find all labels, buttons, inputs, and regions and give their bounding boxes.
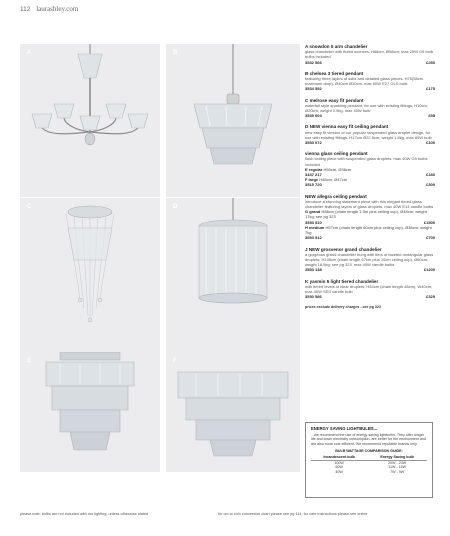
product-b xyxy=(305,71,435,92)
photo-b xyxy=(166,44,300,197)
product-price: £180 xyxy=(426,172,435,178)
chelsea-pendant-image xyxy=(166,44,300,197)
delivery-note: prices exclude delivery charges - see pg 323 xyxy=(305,305,381,310)
product-code: 3535 004 xyxy=(305,113,322,119)
vienna-easyfit-image xyxy=(166,198,300,352)
photo-c xyxy=(20,198,160,352)
product-name: K yasmin 5 light tiered chandelier xyxy=(305,278,379,284)
product-price: £300 xyxy=(426,182,435,188)
product-desc: new easy fit version of our popular suspended glass droplet design, for use with existing fittings. H17cm Ø22.5cm; weight 1.8kg. max 60W bulb xyxy=(305,129,432,140)
product-k xyxy=(305,279,435,300)
product-name: D NEW vienna easy fit ceiling pendant xyxy=(305,124,389,130)
table-cell: 40W xyxy=(335,469,343,474)
energy-saving-box xyxy=(305,422,433,498)
product-code: 3515 720 xyxy=(305,182,322,188)
product-code: 3553 510 xyxy=(305,219,322,225)
photo-letter-c: C xyxy=(27,204,32,210)
product-name: C melrose easy fit pendant xyxy=(305,97,364,103)
product-desc: flush ceiling piece with suspended glass droplets. max 40W G9 bulbs included xyxy=(305,156,428,167)
table-cell: 20W - 23W xyxy=(388,460,407,465)
product-desc: with tiered levels of clear droplets; H54cm (chain length 48cm), W40cm; max 40W SES candle bulb xyxy=(305,283,433,294)
photo-f xyxy=(166,352,300,472)
photo-letter-f: F xyxy=(173,358,177,364)
product-price: £700 xyxy=(426,235,435,241)
product-c xyxy=(305,98,435,119)
energy-title: ENERGY SAVING LIGHTBULBS... xyxy=(311,426,378,431)
product-price-row xyxy=(305,294,435,299)
product-price-row xyxy=(305,140,435,145)
product-price: £100 xyxy=(426,140,435,146)
footer-note-left: please note: bulbs are not included with our lighting, unless otherwise stated xyxy=(20,512,149,516)
column-header: Incandescent bulb xyxy=(311,455,367,460)
product-name: vienna glass ceiling pendant xyxy=(305,151,368,157)
snowdon-chandelier-image xyxy=(20,44,160,197)
product-price-row xyxy=(305,267,435,272)
photo-letter-a: A xyxy=(27,50,32,56)
product-vienna xyxy=(305,151,435,187)
product-code: 3553 512 xyxy=(305,235,322,241)
product-name: B chelsea 3 tiered pendant xyxy=(305,70,364,76)
product-desc: waterfall style sparkling pendant; for use with existing fittings; H10cm, Ø20cm; weight 0.9kg. max 40W bulb xyxy=(305,102,428,114)
page-number: 112 xyxy=(20,6,31,13)
product-desc: a gorgeous grand chandelier hung with tiers of faceted rectangular glass droplets; H105cm (chain length 67cm plus 10cm ceiling cup), Ø80cm; weight 18.5kg; see pg 323. max 40W candle bulbs xyxy=(305,251,434,268)
variant-h: H medium H57cm (chain length 60cm plus ceiling cup), Ø38cm; weight 7kg xyxy=(305,224,432,236)
product-desc: featuring three layers of solid and detailed glass pieces. H75(58cm maximum drop), Ø40cm Ø30cm. max 60W E27 GLS bulb. xyxy=(305,76,424,87)
product-price: £1500 xyxy=(423,219,435,225)
product-desc: introduce a stunning statement piece with this elegant tiered glass chandelier featuring layers of glass droplets. max 40W E14 candle bulbs xyxy=(305,198,434,210)
product-name: J NEW grosvenor grand chandelier xyxy=(305,246,382,252)
product-price-row xyxy=(305,235,435,240)
product-a xyxy=(305,44,435,65)
product-d xyxy=(305,124,435,145)
product-price: £325 xyxy=(426,294,435,300)
variant-f: F large H48cm, Ø47cm xyxy=(305,177,348,183)
footer-note-right: for cm to inch conversion chart please see pg 114; for care instructions please see online xyxy=(218,512,368,516)
page-header xyxy=(20,5,78,13)
product-desc: glass chandelier with fluted sconces. H68cm, Ø58cm; max 25W G9 bulb. bulbs included xyxy=(305,49,435,60)
energy-body: ...we recommend the use of energy saving lightbulbs. They offer longer life and lower electricity consumption, are better for the environment and are also more cost efficient. We recommend reputable brands only. xyxy=(311,432,426,446)
product-code: 3553 138 xyxy=(305,267,322,273)
product-price: £175 xyxy=(426,86,435,92)
bulb-comparison-table xyxy=(311,455,427,474)
product-price: £250 xyxy=(426,59,435,65)
product-list xyxy=(305,44,435,311)
column-header: Energy Saving bulb xyxy=(367,455,427,460)
product-price-row xyxy=(305,113,435,118)
product-code: 3553 072 xyxy=(305,140,322,146)
comparison-title: BULB WATTAGE COMPARISON GUIDE: xyxy=(335,449,403,454)
photo-e xyxy=(20,352,160,472)
product-price: £95 xyxy=(428,113,435,119)
product-price-row xyxy=(305,60,435,65)
variant-g: G grand H86cm (chain length 1.5m plus ceiling cup), Ø48cm; weight 17kg; see pg 323 xyxy=(305,209,427,220)
table-cell: 11W - 15W xyxy=(388,465,406,470)
product-price-row xyxy=(305,86,435,91)
photo-letter-b: B xyxy=(173,50,178,56)
table-cell: 100W xyxy=(334,460,344,465)
site-name: laurashley.com xyxy=(36,5,79,13)
vienna-regular-image xyxy=(20,352,160,472)
variant-e: E regular H50cm, Ø38cm xyxy=(305,166,352,172)
melrose-pendant-image xyxy=(20,198,160,352)
product-code: 3532 566 xyxy=(305,59,322,65)
product-code: 3534 552 xyxy=(305,86,322,92)
table-row xyxy=(311,470,427,475)
product-code: 3437 217 xyxy=(305,172,322,178)
vienna-large-image xyxy=(166,352,300,472)
table-cell: 7W - 9W xyxy=(390,469,405,474)
product-allegra xyxy=(305,194,435,241)
product-name: NEW allegra ceiling pendant xyxy=(305,193,367,199)
product-j xyxy=(305,247,435,273)
photo-d xyxy=(166,198,300,352)
product-price-row xyxy=(305,182,435,187)
photo-a xyxy=(20,44,160,197)
photo-letter-e: E xyxy=(27,358,32,364)
product-code: 3530 586 xyxy=(305,294,322,300)
product-name: A snowdon 5 arm chandelier xyxy=(305,44,368,49)
product-price: £1200 xyxy=(423,267,435,273)
table-cell: 60W xyxy=(335,465,343,470)
photo-letter-d: D xyxy=(173,204,178,210)
